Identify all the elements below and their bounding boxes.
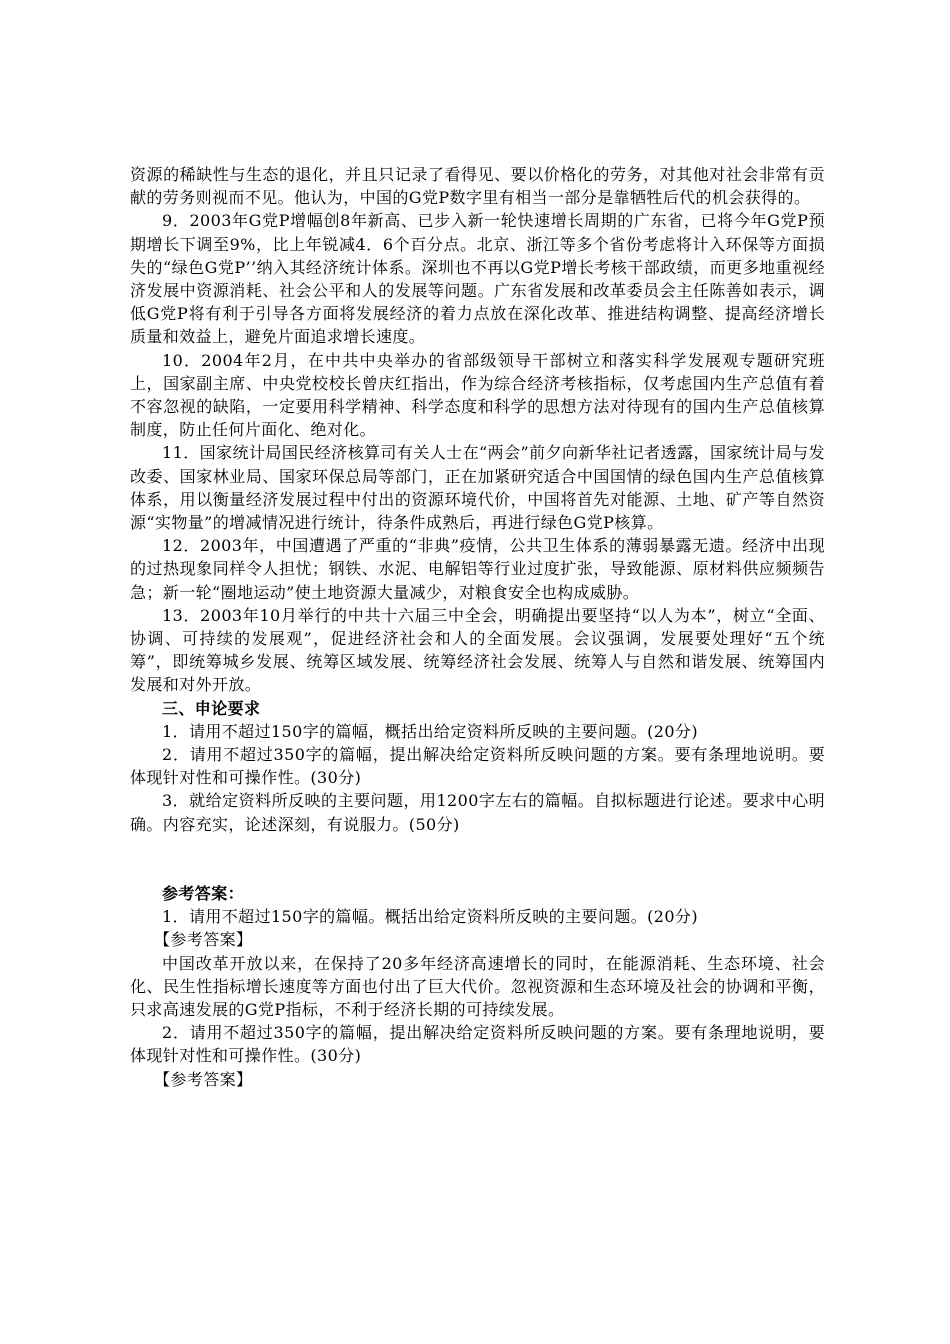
paragraph-item-12: 12．2003年，中国遭遇了严重的“非典”疫情，公共卫生体系的薄弱暴露无遗。经济中出现的过热现象同样令人担忧；钢铁、水泥、电解铝等行业过度扩张，导致能源、原材料供应频频告急；新一轮“圈地运动”使土地资源大量减少，对粮食安全也构成威胁。 bbox=[130, 536, 825, 602]
requirement-item-2: 2．请用不超过350字的篇幅，提出解决给定资料所反映问题的方案。要有条理地说明。要体现针对性和可操作性。(30分) bbox=[130, 745, 825, 788]
paragraph-item-10: 10．2004年2月，在中共中央举办的省部级领导干部树立和落实科学发展观专题研究班上，国家副主席、中央党校校长曾庆红指出，作为综合经济考核指标，仅考虑国内生产总值有着不容忽视的缺陷，一定要用科学精神、科学态度和科学的思想方法对待现有的国内生产总值核算制度，防止任何片面化、绝对化。 bbox=[130, 350, 825, 440]
answer-1-label: 【参考答案】 bbox=[154, 930, 253, 950]
section-heading-requirements: 三、申论要求 bbox=[162, 698, 261, 718]
answer-1-text: 中国改革开放以来，在保持了20多年经济高速增长的同时，在能源消耗、生态环境、社会化、民生性指标增长速度等方面也付出了巨大代价。忽视资源和生态环境及社会的协调和平衡，只求高速发展的G党P指标，不利于经济长期的可持续发展。 bbox=[130, 953, 825, 1019]
answer-1-question: 1．请用不超过150字的篇幅。概括出给定资料所反映的主要问题。(20分) bbox=[162, 907, 698, 927]
paragraph-item-9: 9．2003年G党P增幅创8年新高、已步入新一轮快速增长周期的广东省，已将今年G党P预期增长下调至9%，比上年锐减4．6个百分点。北京、浙江等多个省份考虑将计入环保等方面损失的“绿色G党P’’纳入其经济统计体系。深圳也不再以G党P增长考核干部政绩，而更多地重视经济发展中资源消耗、社会公平和人的发展等问题。广东省发展和改革委员会主任陈善如表示，调低G党P将有利于引导各方面将发展经济的着力点放在深化改革、推进结构调整、提高经济增长质量和效益上，避免片面追求增长速度。 bbox=[130, 211, 825, 347]
answer-2-label: 【参考答案】 bbox=[154, 1069, 253, 1089]
requirement-item-3: 3．就给定资料所反映的主要问题，用1200字左右的篇幅。自拟标题进行论述。要求中心明确。内容充实，论述深刻，有说服力。(50分) bbox=[130, 791, 825, 834]
answer-2-question: 2．请用不超过350字的篇幅，提出解决给定资料所反映问题的方案。要有条理地说明，要体现针对性和可操作性。(30分) bbox=[130, 1023, 825, 1066]
paragraph-item-11: 11．国家统计局国民经济核算司有关人士在“两会”前夕向新华社记者透露，国家统计局与发改委、国家林业局、国家环保总局等部门，正在加紧研究适合中国国情的绿色国内生产总值核算体系，用以衡量经济发展过程中付出的资源环境代价，中国将首先对能源、土地、矿产等自然资源“实物量”的增减情况进行统计，待条件成熟后，再进行绿色G党P核算。 bbox=[130, 443, 825, 533]
paragraph-continuation: 资源的稀缺性与生态的退化，并且只记录了看得见、要以价格化的劳务，对其他对社会非常有贡献的劳务则视而不见。他认为，中国的G党P数字里有相当一部分是靠牺牲后代的机会获得的。 bbox=[130, 165, 825, 208]
answers-heading: 参考答案： bbox=[162, 883, 245, 903]
section-spacer bbox=[130, 836, 825, 882]
paragraph-item-13: 13．2003年10月举行的中共十六届三中全会，明确提出要坚持“以人为本”，树立“全面、协调、可持续的发展观”，促进经济社会和人的全面发展。会议强调，发展要处理好“五个统筹”，即统筹城乡发展、统筹区域发展、统筹经济社会发展、统筹人与自然和谐发展、统筹国内发展和对外开放。 bbox=[130, 605, 825, 695]
requirement-item-1: 1．请用不超过150字的篇幅，概括出给定资料所反映的主要问题。(20分) bbox=[162, 721, 698, 741]
document-page bbox=[130, 163, 825, 1091]
